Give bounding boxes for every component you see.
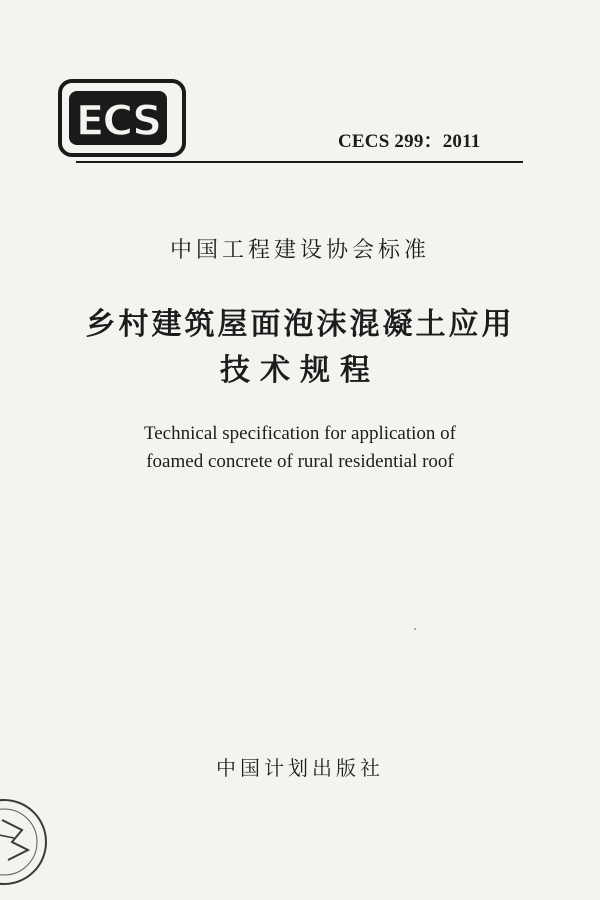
- publisher-name: 中国计划出版社: [216, 756, 384, 780]
- ecs-logo: [58, 78, 186, 158]
- chinese-title: [0, 302, 600, 394]
- stamp-seal-fragment: [0, 790, 72, 900]
- standard-code: CECS 299：2011: [338, 131, 481, 152]
- logo-text: ECS: [75, 96, 161, 145]
- english-title: [0, 420, 600, 476]
- association-standard-label: 中国工程建设协会标准: [169, 238, 430, 263]
- scan-speck: [414, 628, 416, 630]
- english-title-line-2: foamed concrete of rural residential roof: [146, 451, 454, 472]
- chinese-title-line-1: 乡村建筑屋面泡沫混凝土应用: [85, 307, 515, 342]
- header-divider: [76, 161, 523, 163]
- english-title-line-1: Technical specification for application of: [143, 423, 457, 444]
- chinese-title-line-2: 技术规程: [220, 353, 380, 388]
